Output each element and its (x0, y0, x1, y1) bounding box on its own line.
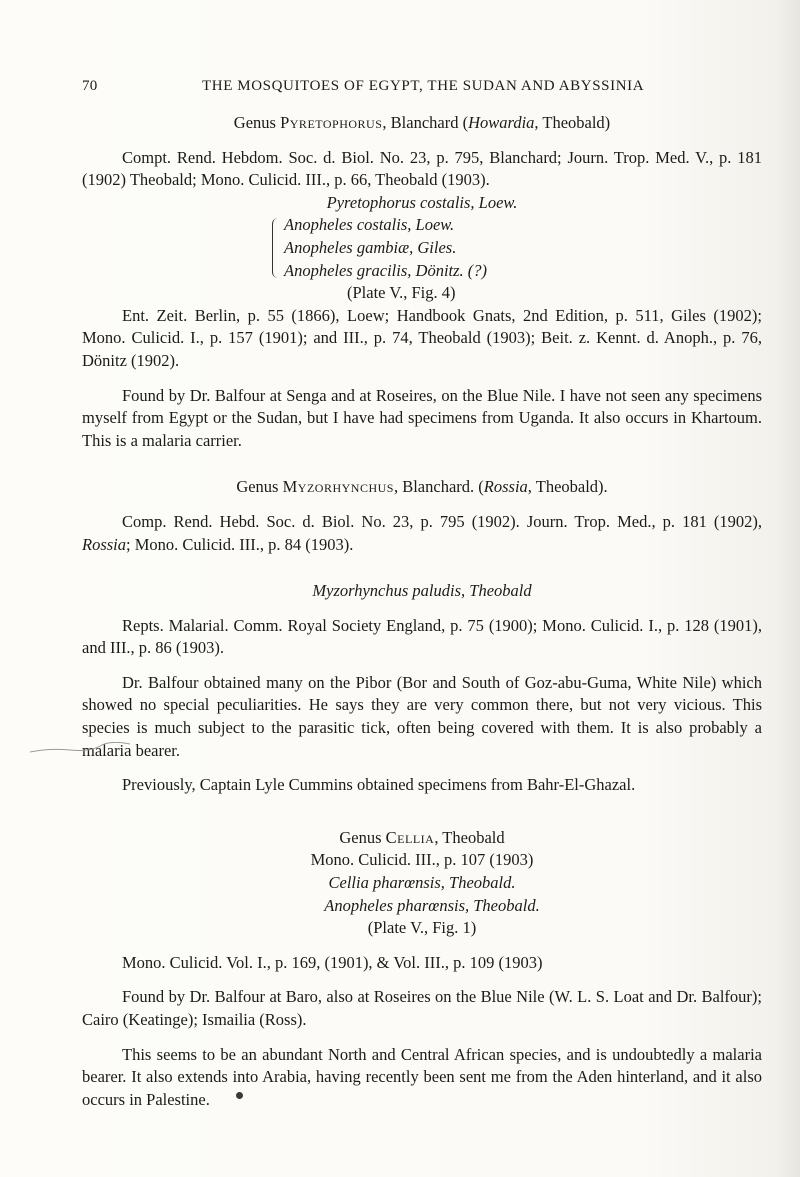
synonym-list (272, 214, 762, 282)
species-name: Pyretophorus costalis, Loew. (326, 192, 518, 212)
species-references: Mono. Culicid. Vol. I., p. 169, (1901), & Vol. III., p. 109 (1903) (122, 952, 543, 972)
genus-references (82, 511, 762, 556)
genus-name: Pyretophorus (280, 113, 383, 132)
species-name: Cellia pharœnsis, Theobald. (328, 873, 516, 893)
genus-references: Compt. Rend. Hebdom. Soc. d. Biol. No. 23, p. 795, Blanchard; Journ. Trop. Med. V., p. 181 (1902) Theobald; Mono. Culicid. III., p. 66, Theobald (1903). (82, 147, 762, 190)
reference-text: ; Mono. Culicid. III., p. 84 (1903). (126, 534, 354, 554)
genus-heading-pyretophorus (82, 112, 762, 135)
genus-name: Cellia (385, 827, 435, 847)
running-title: THE MOSQUITOES OF EGYPT, THE SUDAN AND ABYSSINIA (202, 78, 645, 94)
page-number: 70 (82, 78, 98, 94)
plate-reference: (Plate V., Fig. 1) (367, 918, 477, 938)
genus-synonym: Rossia (483, 477, 528, 497)
synonym-item: Anopheles gambiæ, Giles. (284, 237, 457, 257)
synonym-item: Anopheles costalis, Loew. (284, 215, 455, 235)
pencil-mark (30, 742, 130, 754)
reference-italic: Rossia (82, 534, 127, 554)
species-notes: Dr. Balfour obtained many on the Pibor (Bor and South of Goz-abu-Guma, White Nile) which showed no special peculiarities. He says they are very common there, but not very vicious. This species is much subject to the parasitic tick, often being covered with them. It is also probably a malaria bearer. (82, 672, 762, 760)
species-references: Ent. Zeit. Berlin, p. 55 (1866), Loew; Handbook Gnats, 2nd Edition, p. 511, Giles (1902); Mono. Culicid. I., p. 157 (1901); and III., p. 74, Theobald (1903); Beit. z. Kennt. d. Anoph., p. 76, Dönitz (1902). (82, 305, 762, 370)
genus-suffix: , Theobald). (527, 477, 608, 497)
genus-name: Myzorhynchus (282, 477, 394, 497)
species-notes: Found by Dr. Balfour at Senga and at Roseires, on the Blue Nile. I have not seen any specimens myself from Egypt or the Sudan, but I have had specimens from Uganda. It also occurs in Khartoum. This is a malaria carrier. (82, 385, 762, 450)
genus-authority: , Blanchard. ( (393, 477, 484, 497)
ink-dot (236, 1092, 243, 1099)
plate-reference: (Plate V., Fig. 4) (347, 283, 456, 303)
species-notes: Found by Dr. Balfour at Baro, also at Roseires on the Blue Nile (W. L. S. Loat and Dr. Balfour); Cairo (Keatinge); Ismailia (Ross). (82, 987, 762, 1029)
species-notes-additional: This seems to be an abundant North and Central African species, and is undoubtedly a malaria bearer. It also extends into Arabia, having recently been sent me from the Aden hinterland, and it also occurs in Palestine. (82, 1044, 762, 1109)
genus-authority: , Theobald (434, 827, 505, 847)
genus-synonym: Howardia (468, 113, 535, 132)
genus-label: Genus (233, 113, 281, 132)
genus-label: Genus (339, 827, 386, 847)
genus-heading-cellia (82, 827, 762, 850)
genus-suffix: , Theobald) (534, 113, 611, 132)
brace-icon (272, 218, 281, 278)
genus-reference: Mono. Culicid. III., p. 107 (1903) (310, 850, 534, 870)
genus-heading-myzorhynchus (82, 476, 762, 499)
species-notes-additional: Previously, Captain Lyle Cummins obtained specimens from Bahr-El-Ghazal. (122, 775, 636, 795)
reference-text: Comp. Rend. Hebd. Soc. d. Biol. No. 23, p. 795 (1902). Journ. Trop. Med., p. 181 (1902), (122, 511, 762, 531)
synonym-item: Anopheles pharœnsis, Theobald. (324, 895, 540, 915)
genus-label: Genus (236, 477, 283, 497)
page-content (82, 112, 762, 1111)
genus-authority: , Blanchard ( (382, 113, 469, 132)
species-references: Repts. Malarial. Comm. Royal Society England, p. 75 (1900); Mono. Culicid. I., p. 128 (1901), and III., p. 86 (1903). (82, 615, 762, 658)
species-name: Myzorhynchus paludis, Theobald (312, 581, 532, 601)
synonym-item: Anopheles gracilis, Dönitz. (?) (284, 260, 488, 280)
